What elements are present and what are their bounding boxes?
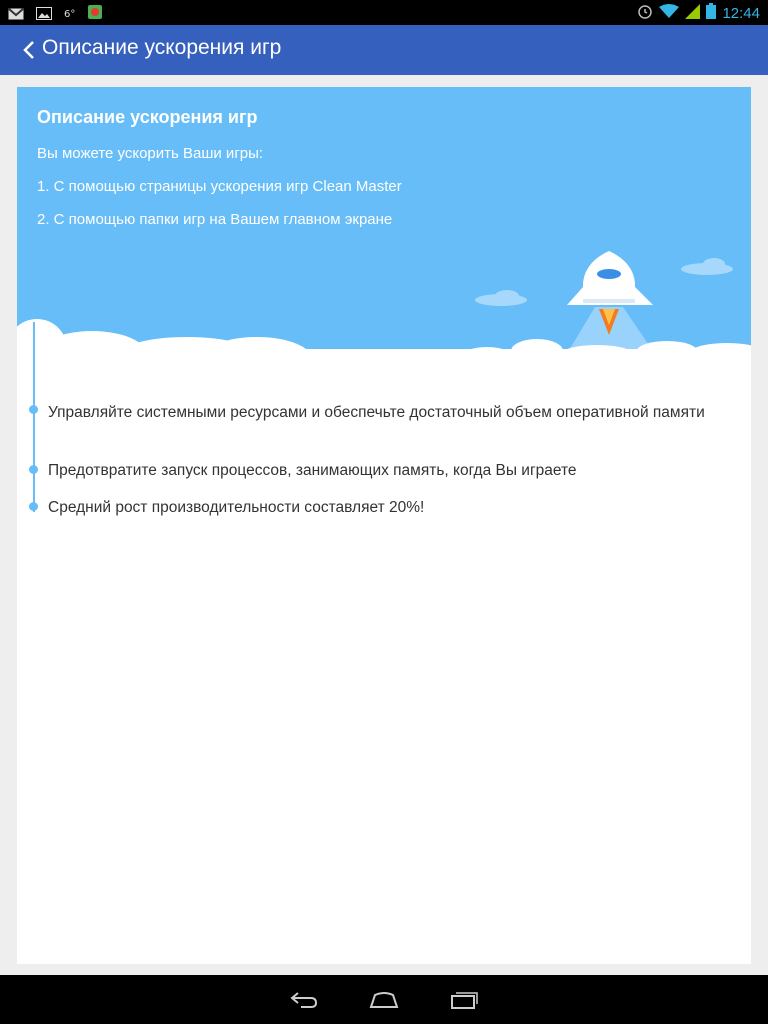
back-button[interactable]	[14, 34, 44, 66]
security-app-icon	[87, 4, 103, 24]
wifi-icon	[659, 4, 679, 23]
hero-intro: Вы можете ускорить Ваши игры:	[37, 145, 264, 162]
rocket-icon	[567, 251, 653, 335]
feature-item: Управляйте системными ресурсами и обеспечьте достаточный объем оперативной памяти	[48, 404, 705, 421]
feature-item: Предотвратите запуск процессов, занимающих память, когда Вы играете	[48, 462, 577, 479]
cloud-bank	[17, 319, 751, 387]
navigation-bar	[0, 976, 768, 1024]
hero-title: Описание ускорения игр	[37, 107, 258, 127]
description-card	[17, 87, 751, 964]
status-left-icons	[8, 4, 103, 24]
feature-item: Средний рост производительности составляет 20%!	[48, 499, 425, 516]
gallery-icon	[36, 5, 52, 24]
status-bar	[0, 0, 768, 25]
home-nav-icon	[369, 991, 399, 1009]
bullet-dot	[29, 405, 38, 414]
recents-nav-button[interactable]	[444, 986, 484, 1014]
gmail-icon	[8, 5, 24, 24]
hero-banner	[17, 87, 751, 387]
signal-icon	[685, 4, 700, 23]
app-bar	[0, 25, 768, 75]
page-title: Описание ускорения игр	[42, 36, 282, 59]
timeline-line	[33, 322, 35, 512]
alarm-icon	[637, 3, 653, 23]
temperature-text: 6°	[64, 8, 76, 20]
status-right-icons	[637, 3, 760, 23]
chevron-left-icon	[22, 40, 36, 60]
back-nav-icon	[289, 991, 319, 1009]
hero-step-2: 2. С помощью папки игр на Вашем главном экране	[37, 211, 393, 228]
back-nav-button[interactable]	[284, 986, 324, 1014]
battery-icon	[706, 3, 716, 23]
bullet-dot	[29, 502, 38, 511]
home-nav-button[interactable]	[364, 986, 404, 1014]
clock-text: 12:44	[722, 4, 760, 22]
recents-nav-icon	[449, 991, 479, 1009]
hero-step-1: 1. С помощью страницы ускорения игр Clean Master	[37, 178, 402, 195]
bullet-dot	[29, 465, 38, 474]
rocket-clouds-illustration	[17, 87, 751, 387]
